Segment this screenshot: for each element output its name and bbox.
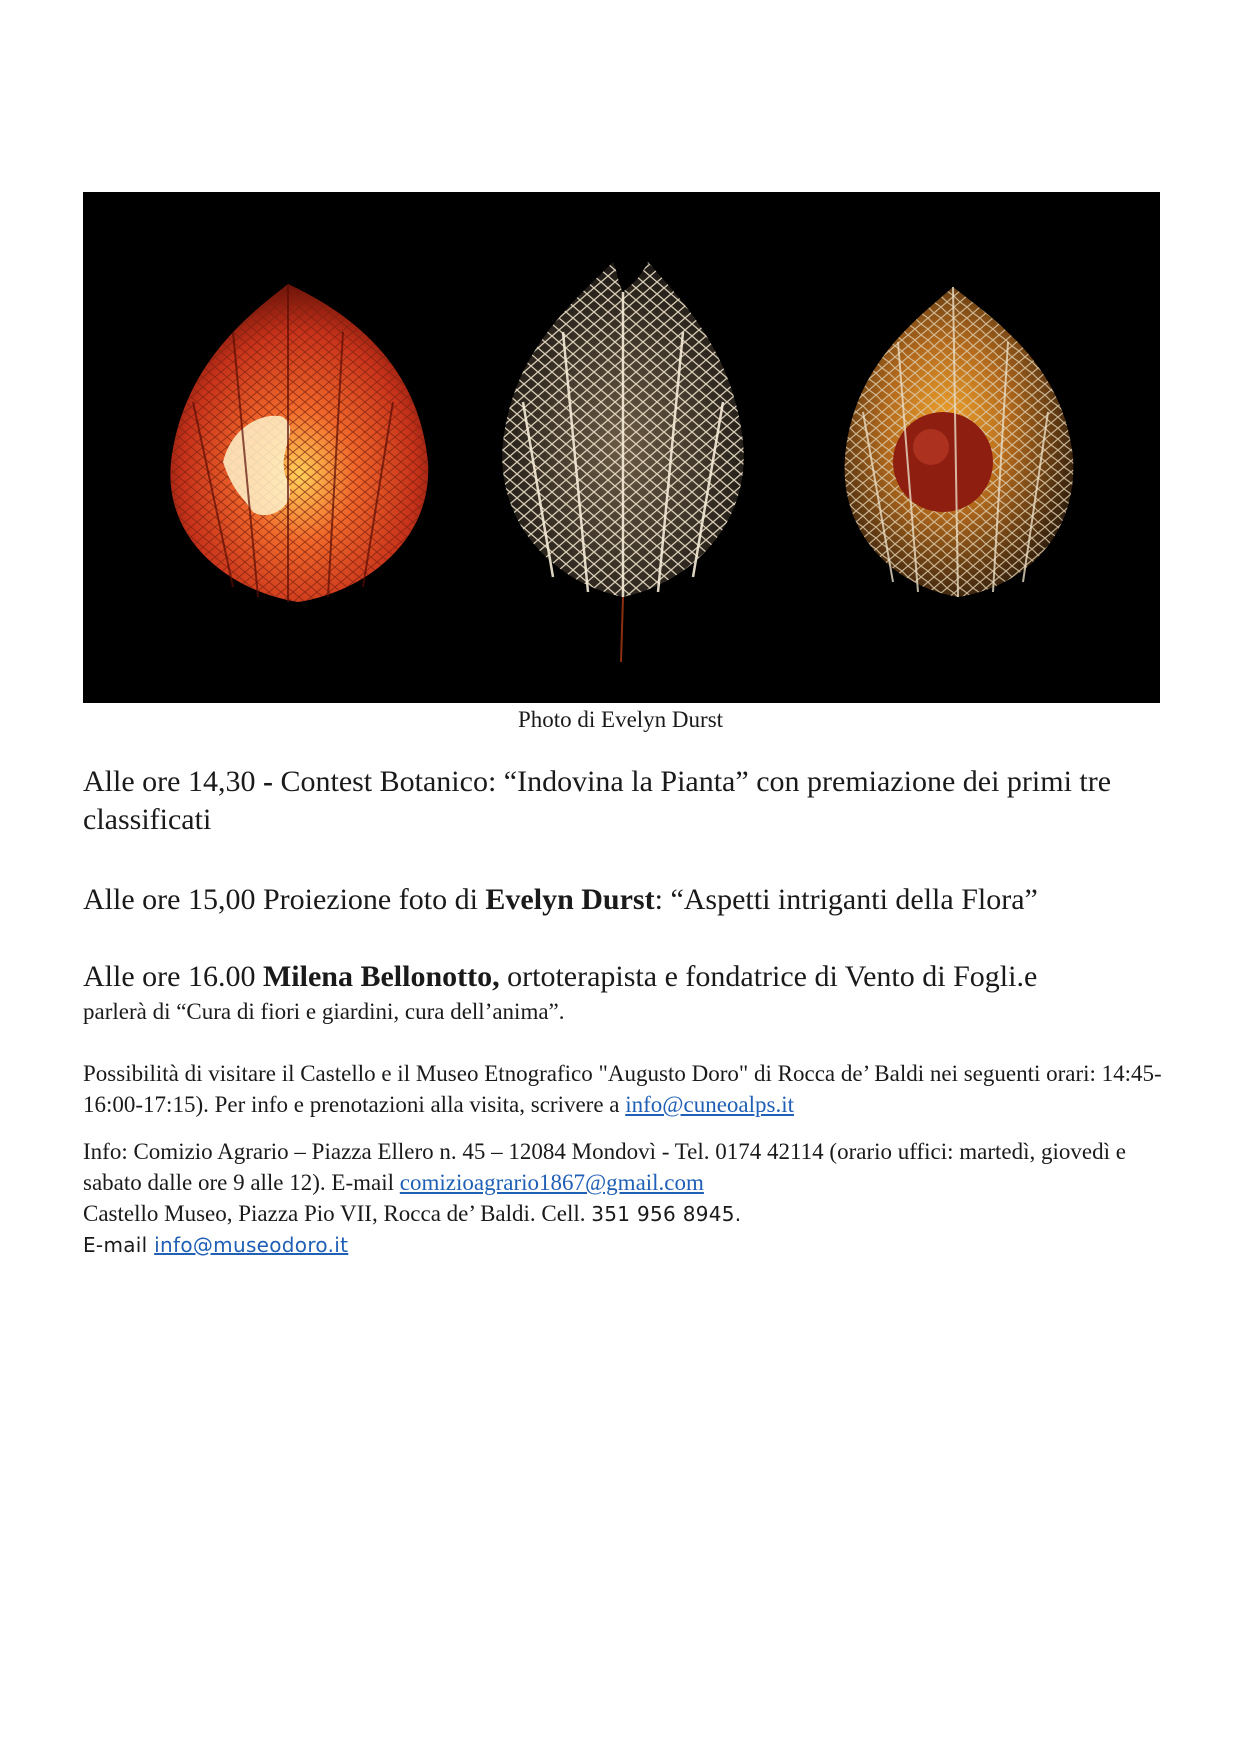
red-lantern-shape (170, 284, 428, 602)
contact-castello (83, 1198, 1173, 1230)
comizio-email-link[interactable]: comizioagrario1867@gmail.com (399, 1170, 704, 1195)
visit-info (83, 1058, 1173, 1120)
event-contest-separator: - (255, 765, 281, 798)
physalis-photo (83, 192, 1160, 703)
golden-lantern-shape (845, 287, 1074, 597)
contact-info (83, 1136, 1173, 1261)
visit-info-text: Possibilità di visitare il Castello e il Museo Etnografico "Augusto Doro" di Rocca de’ Baldi nei seguenti orari: 14:45-16:00-17:15). Per info e prenotazioni alla visita, scrivere a (83, 1061, 1162, 1117)
event-contest (83, 763, 1173, 839)
event-talk-role: ortoterapista e fondatrice di Vento di Fogli.e (499, 960, 1038, 993)
skeleton-lantern-shape (502, 262, 743, 662)
event-contest-text: Contest Botanico: “Indovina la Pianta” con premiazione dei primi tre classificati (83, 765, 1112, 836)
contact-castello-phone: 351 956 8945. (591, 1202, 742, 1226)
event-projection-intro: Alle ore 15,00 Proiezione foto di (83, 883, 486, 916)
event-projection (83, 881, 1173, 919)
contact-museo-email (83, 1230, 1173, 1261)
event-projection-author: Evelyn Durst (485, 883, 655, 916)
event-talk-line-1 (83, 958, 1173, 996)
contact-comizio-text: Info: Comizio Agrario – Piazza Ellero n. 45 – 12084 Mondovì - Tel. 0174 42114 (orario uffici: martedì, giovedì e sabato dalle ore 9 alle 12). E-mail (83, 1139, 1126, 1195)
museo-email-link[interactable]: info@museodoro.it (154, 1233, 349, 1257)
event-talk-line-2: parlerà di “Cura di fiori e giardini, cura dell’anima”. (83, 999, 565, 1024)
event-talk-speaker: Milena Bellonotto, (262, 960, 500, 993)
contact-comizio (83, 1136, 1173, 1198)
photo-caption: Photo di Evelyn Durst (517, 707, 724, 732)
event-talk (83, 958, 1173, 1027)
museo-email-label: E-mail (83, 1233, 155, 1257)
event-projection-title: : “Aspetti intriganti della Flora” (654, 883, 1038, 916)
event-talk-intro: Alle ore 16.00 (83, 960, 263, 993)
event-contest-time: Alle ore 14,30 (83, 765, 256, 798)
visit-email-link[interactable]: info@cuneoalps.it (625, 1092, 794, 1117)
contact-castello-text: Castello Museo, Piazza Pio VII, Rocca de’ Baldi. Cell. (83, 1201, 592, 1226)
